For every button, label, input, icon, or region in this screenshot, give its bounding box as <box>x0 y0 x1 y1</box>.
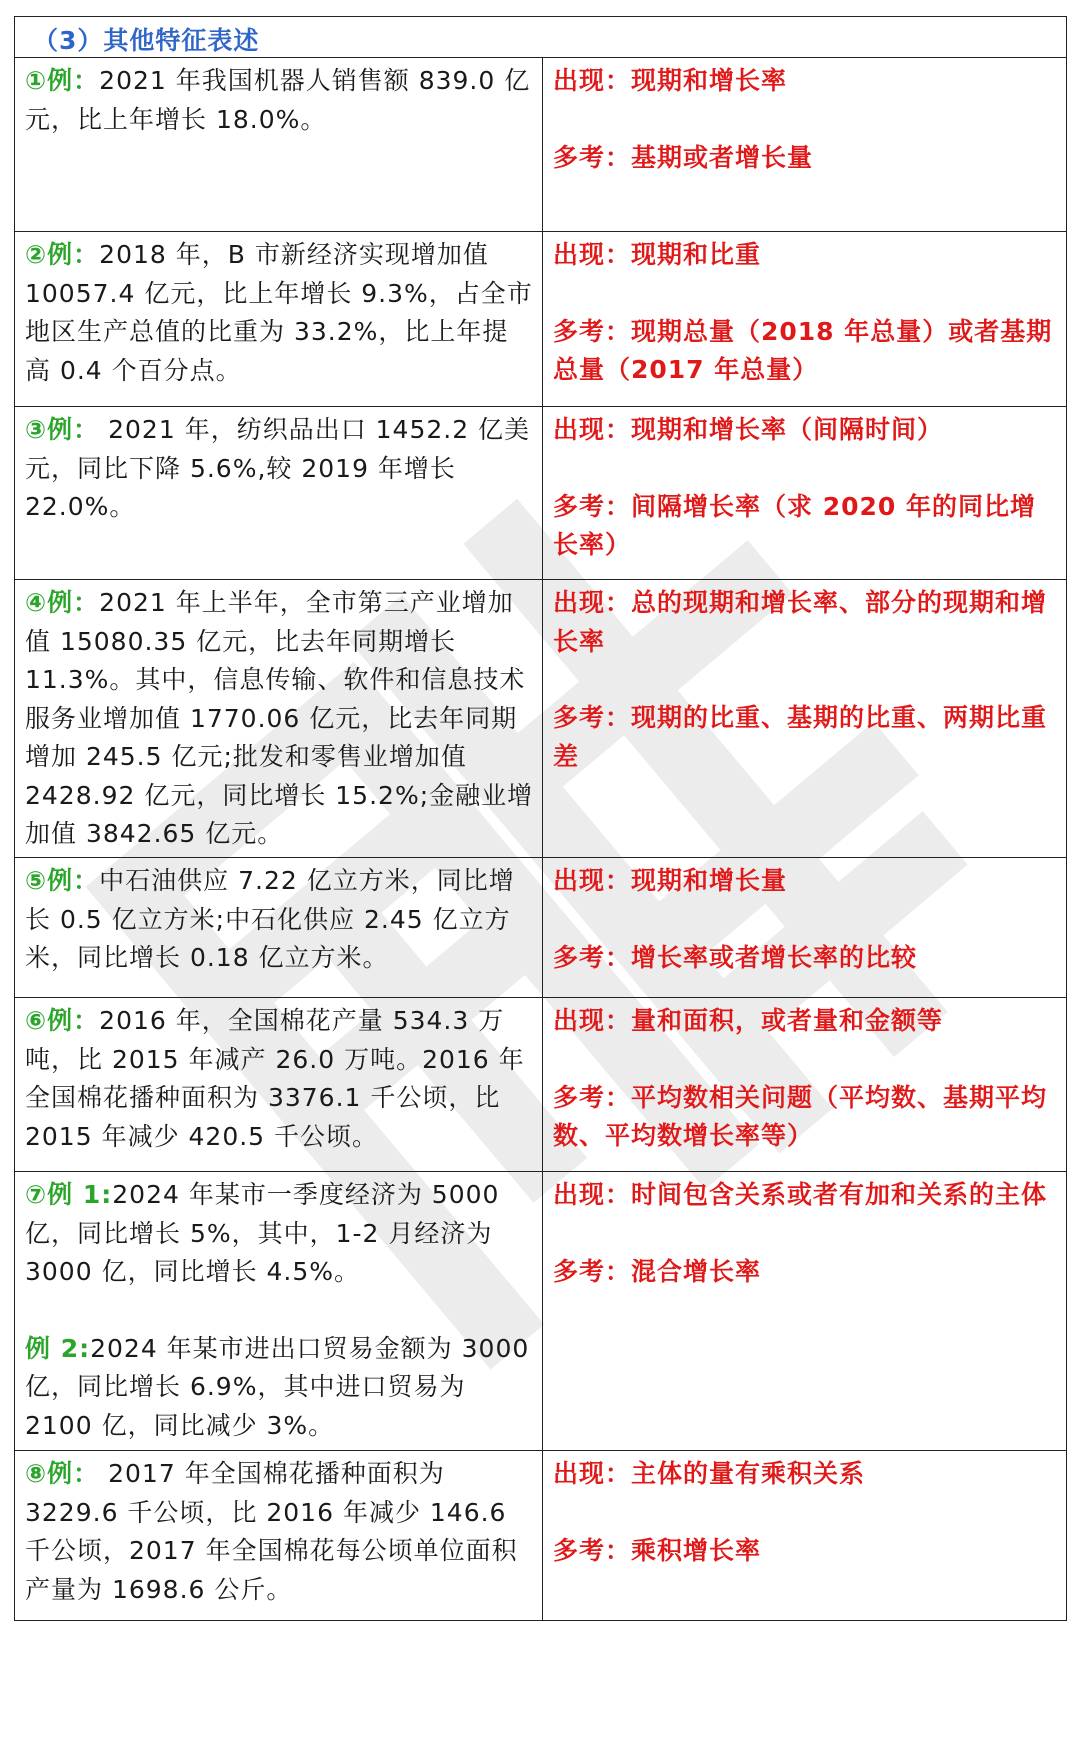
table-row <box>15 232 1067 407</box>
example-label: ⑧例： <box>25 1459 100 1488</box>
example-label: ⑥例： <box>25 1006 100 1035</box>
consider-text: 多考：基期或者增长量 <box>553 142 814 172</box>
title-row <box>15 17 1067 58</box>
example-text: 中石油供应 7.22 亿立方米，同比增长 0.5 亿立方米;中石化供应 2.45 亿立方米，同比增长 0.18 亿立方米。 <box>25 866 515 972</box>
note-cell <box>543 1172 1067 1451</box>
example-cell <box>15 407 543 580</box>
table-row <box>15 58 1067 232</box>
example-text: 2016 年，全国棉花产量 534.3 万吨，比 2015 年减产 26.0 万吨。2016 年全国棉花播种面积为 3376.1 千公顷，比 2015 年减少 420.5 千公顷。 <box>25 1006 525 1151</box>
example-label: ⑦例 1: <box>25 1180 113 1209</box>
note-cell <box>543 58 1067 232</box>
consider-text: 多考：现期的比重、基期的比重、两期比重差 <box>553 703 1048 771</box>
example-cell <box>15 580 543 858</box>
example-label: ⑤例： <box>25 866 100 895</box>
note-cell <box>543 1451 1067 1621</box>
example-text: 2021 年上半年，全市第三产业增加值 15080.35 亿元，比去年同期增长 11.3%。其中，信息传输、软件和信息技术服务业增加值 1770.06 亿元，比去年同期增加 245.5 亿元;批发和零售业增加值 2428.92 亿元，同比增长 15.2%;金融业增加值 3842.65 亿元。 <box>25 588 534 848</box>
appear-text: 出现：现期和比重 <box>553 240 762 269</box>
example-text: 2018 年，B 市新经济实现增加值 10057.4 亿元，比上年增长 9.3%，占全市地区生产总值的比重为 33.2%，比上年提高 0.4 个百分点。 <box>25 240 533 385</box>
note-cell <box>543 407 1067 580</box>
example-label-2: 例 2: <box>25 1333 91 1363</box>
appear-text: 出现：总的现期和增长率、部分的现期和增长率 <box>553 588 1048 656</box>
note-cell <box>543 232 1067 407</box>
consider-text: 多考：乘积增长率 <box>553 1535 762 1565</box>
consider-text: 多考：平均数相关问题（平均数、基期平均数、平均数增长率等） <box>553 1082 1048 1150</box>
feature-table <box>14 16 1067 1621</box>
consider-text: 多考：现期总量（2018 年总量）或者基期总量（2017 年总量） <box>553 316 1053 384</box>
note-cell <box>543 858 1067 998</box>
table-row <box>15 1451 1067 1621</box>
consider-text: 多考：增长率或者增长率的比较 <box>553 942 918 972</box>
appear-text: 出现：时间包含关系或者有加和关系的主体 <box>553 1180 1048 1209</box>
example-text: 2021 年我国机器人销售额 839.0 亿元，比上年增长 18.0%。 <box>25 66 531 134</box>
table-row <box>15 1172 1067 1451</box>
example-text-2: 2024 年某市进出口贸易金额为 3000 亿，同比增长 6.9%，其中进口贸易为 2100 亿，同比减少 3%。 <box>25 1333 530 1440</box>
appear-text: 出现：主体的量有乘积关系 <box>553 1459 866 1488</box>
consider-text: 多考：混合增长率 <box>553 1256 762 1286</box>
example-cell <box>15 58 543 232</box>
example-cell <box>15 998 543 1172</box>
example-text: 2017 年全国棉花播种面积为 3229.6 千公顷，比 2016 年减少 146.6 千公顷，2017 年全国棉花每公顷单位面积产量为 1698.6 公斤。 <box>25 1459 518 1604</box>
appear-text: 出现：量和面积，或者量和金额等 <box>553 1006 944 1035</box>
example-label: ②例： <box>25 240 100 269</box>
title-cell <box>15 17 1067 58</box>
table-row <box>15 407 1067 580</box>
appear-text: 出现：现期和增长量 <box>553 866 788 895</box>
example-cell <box>15 858 543 998</box>
example-cell <box>15 1451 543 1621</box>
example-label: ③例： <box>25 415 100 444</box>
section-title: （3）其他特征表述 <box>33 26 260 55</box>
table-row <box>15 998 1067 1172</box>
example-text: 2024 年某市一季度经济为 5000 亿，同比增长 5%，其中，1-2 月经济为 3000 亿，同比增长 4.5%。 <box>25 1180 500 1286</box>
example-text: 2021 年，纺织品出口 1452.2 亿美元，同比下降 5.6%,较 2019 年增长 22.0%。 <box>25 415 531 521</box>
example-cell <box>15 232 543 407</box>
consider-text: 多考：间隔增长率（求 2020 年的同比增长率） <box>553 491 1036 559</box>
example-label: ④例： <box>25 588 100 617</box>
example-label: ①例： <box>25 66 100 95</box>
table-row <box>15 580 1067 858</box>
note-cell <box>543 998 1067 1172</box>
appear-text: 出现：现期和增长率 <box>553 66 788 95</box>
note-cell <box>543 580 1067 858</box>
appear-text: 出现：现期和增长率（间隔时间） <box>553 415 944 444</box>
example-cell <box>15 1172 543 1451</box>
table-row <box>15 858 1067 998</box>
